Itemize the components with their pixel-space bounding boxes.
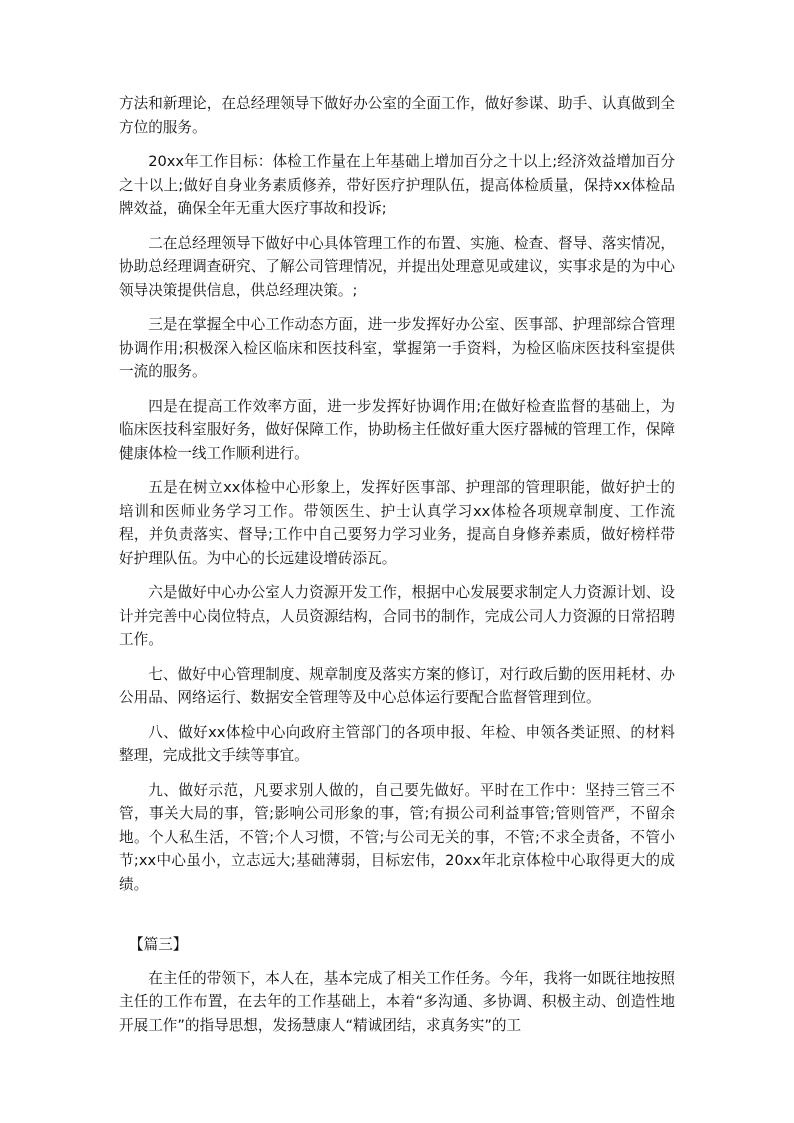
section-paragraph: 在主任的带领下，本人在，基本完成了相关工作任务。今年，我将一如既往地按照主任的工作布置，在去年的工作基础上，本着“多沟通、多协调、积极主动、创造性地开展工作”的指导思想，发扬慧康人“精诚团结，求真务实”的工 [119, 969, 675, 1034]
paragraph-item-9: 九、做好示范，凡要求别人做的，自己要先做好。平时在工作中：坚持三管三不管，事关大局的事，管;影响公司形象的事，管;有损公司利益事管;管则管严，不留余地。个人私生活，不管;个人习惯，不管;与公司无关的事，不管;不求全责备，不管小节;xx中心虽小，立志远大;基础薄弱，目标宏伟，20xx年北京体检中心取得更大的成绩。 [119, 781, 675, 893]
paragraph-item-5: 五是在树立xx体检中心形象上，发挥好医事部、护理部的管理职能，做好护士的培训和医师业务学习工作。带领医生、护士认真学习xx体检各项规章制度、工作流程，并负责落实、督导;工作中自己要努力学习业务，提高自身修养素质，做好榜样带好护理队伍。为中心的长远建设增砖添瓦。 [119, 479, 675, 567]
paragraph-item-3: 三是在掌握全中心工作动态方面，进一步发挥好办公室、医事部、护理部综合管理协调作用;积极深入检区临床和医技科室，掌握第一手资料，为检区临床医技科室提供一流的服务。 [119, 316, 675, 380]
paragraph-item-4: 四是在提高工作效率方面，进一步发挥好协调作用;在做好检查监督的基础上，为临床医技科室服好务，做好保障工作，协助杨主任做好重大医疗器械的管理工作，保障健康体检一线工作顺利进行。 [119, 397, 675, 462]
paragraph-intro: 方法和新理论，在总经理领导下做好办公室的全面工作，做好参谋、助手、认真做到全方位的服务。 [119, 95, 675, 136]
paragraph-item-6: 六是做好中心办公室人力资源开发工作，根据中心发展要求制定人力资源计划、设计并完善中心岗位特点，人员资源结构，合同书的制作，完成公司人力资源的日常招聘工作。 [119, 584, 675, 648]
paragraph-goals: 20xx年工作目标：体检工作量在上年基础上增加百分之十以上;经济效益增加百分之十以上;做好自身业务素质修养，带好医疗护理队伍，提高体检质量，保持xx体检品牌效益，确保全年无重大医疗事故和投诉; [119, 153, 675, 217]
section-heading: 【篇三】 [129, 936, 188, 953]
paragraph-item-7: 七、做好中心管理制度、规章制度及落实方案的修订，对行政后勤的医用耗材、办公用品、网络运行、数据安全管理等及中心总体运行要配合监督管理到位。 [119, 665, 675, 706]
document-page [119, 92, 675, 1037]
paragraph-item-8: 八、做好xx体检中心向政府主管部门的各项申报、年检、申领各类证照、的材料整理，完成批文手续等事宜。 [119, 723, 675, 764]
paragraph-item-2: 二在总经理领导下做好中心具体管理工作的布置、实施、检查、督导、落实情况，协助总经理调查研究、了解公司管理情况，并提出处理意见或建议，实事求是的为中心领导决策提供信息，供总经理决策。; [119, 234, 675, 299]
